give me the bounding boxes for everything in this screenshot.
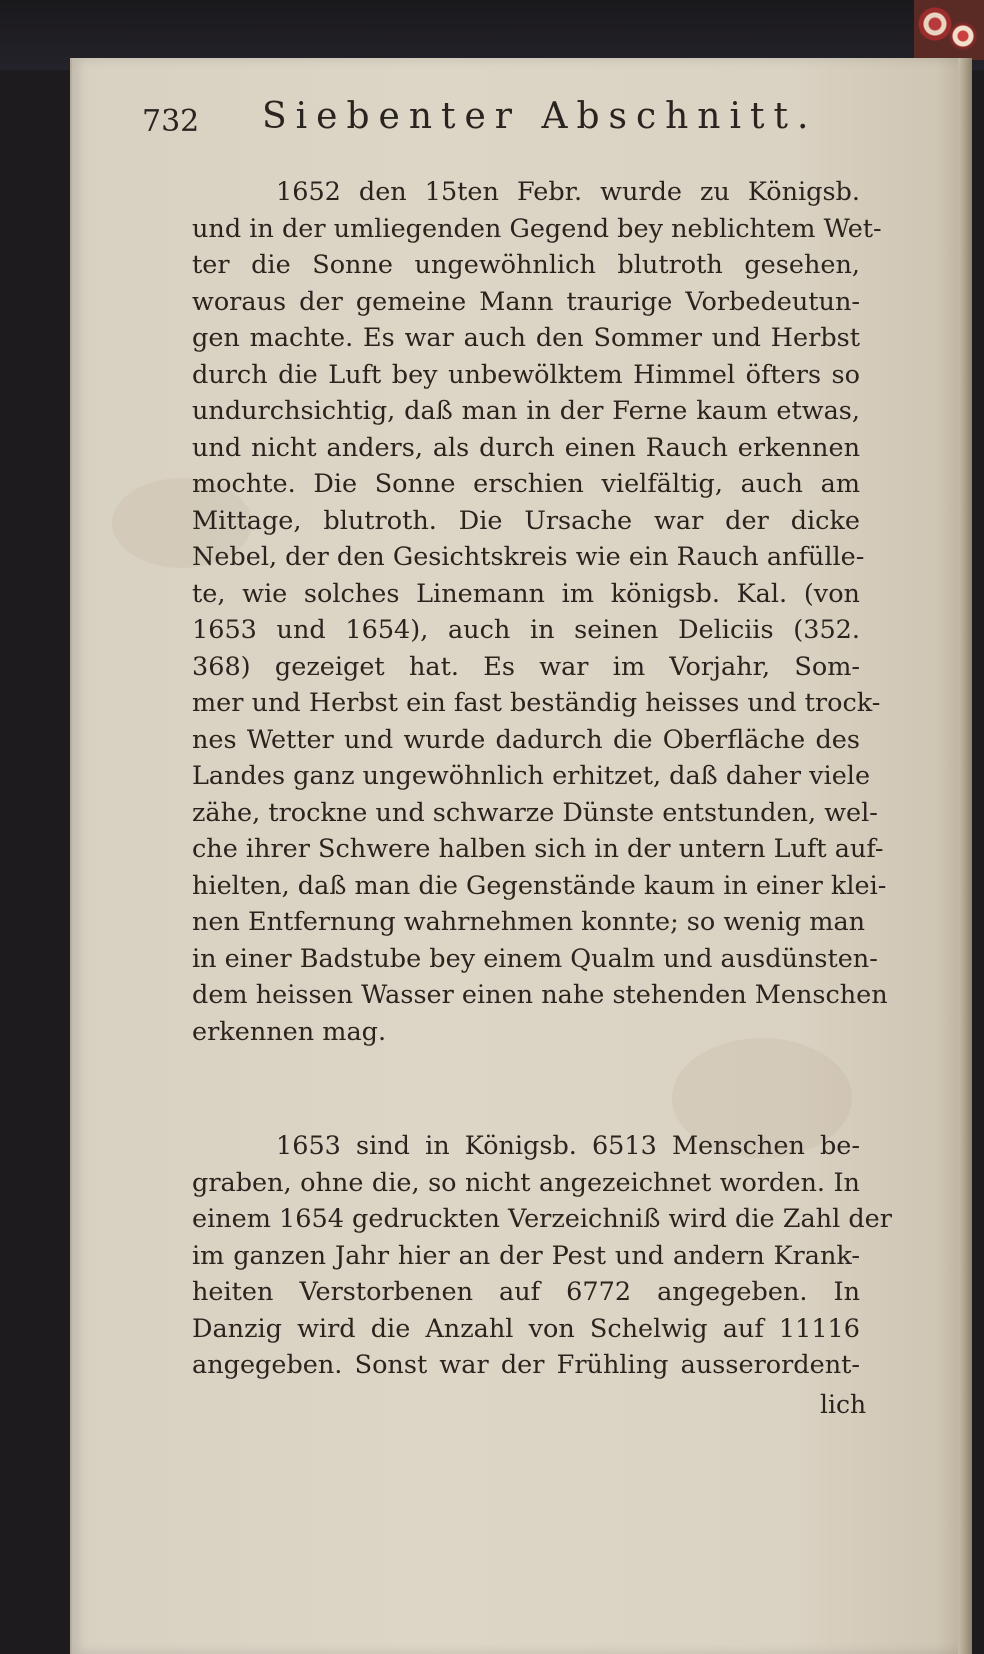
text-line: ter die Sonne ungewöhnlich blutroth gesehen, <box>192 250 860 280</box>
running-head: Siebenter Abschnitt. <box>262 96 818 137</box>
text-line: erkennen mag. <box>192 1016 387 1047</box>
text-line: 1652 den 15ten Febr. wurde zu Königsb. <box>276 177 860 207</box>
text-line: einem 1654 gedruckten Verzeichniß wird die Zahl der <box>192 1204 892 1234</box>
page-number: 732 <box>142 104 200 139</box>
text-line: nes Wetter und wurde dadurch die Oberfläche des <box>192 724 860 755</box>
text-line: heiten Verstorbenen auf 6772 angegeben. In <box>192 1277 860 1307</box>
page-header <box>142 96 842 146</box>
text-line: Danzig wird die Anzahl von Schelwig auf 11116 <box>192 1313 860 1344</box>
text-line: im ganzen Jahr hier an der Pest und andern Krank- <box>192 1240 860 1271</box>
text-line: Nebel, der den Gesichtskreis wie ein Rauch anfülle- <box>192 542 865 572</box>
page-fore-edge <box>958 58 972 1654</box>
text-line: woraus der gemeine Mann traurige Vorbedeutun- <box>192 286 860 317</box>
text-line: graben, ohne die, so nicht angezeichnet worden. In <box>192 1167 860 1198</box>
text-line: und in der umliegenden Gegend bey neblichtem Wet- <box>192 213 882 244</box>
text-line: gen machte. Es war auch den Sommer und Herbst <box>192 323 860 353</box>
text-line: Mittage, blutroth. Die Ursache war der dicke <box>192 505 860 536</box>
text-line: 1653 und 1654), auch in seinen Deliciis (352. <box>192 615 860 645</box>
text-line: in einer Badstube bey einem Qualm und ausdünsten- <box>192 943 878 974</box>
text-line: te, wie solches Linemann im königsb. Kal. (von <box>192 578 860 609</box>
text-line: mochte. Die Sonne erschien vielfältig, auch am <box>192 469 860 499</box>
text-line: angegeben. Sonst war der Frühling ausserordent- <box>192 1350 860 1380</box>
text-line: dem heissen Wasser einen nahe stehenden Menschen <box>192 980 888 1010</box>
text-line: mer und Herbst ein fast beständig heisses und trock- <box>192 688 881 718</box>
text-line: hielten, daß man die Gegenstände kaum in einer klei- <box>192 870 887 901</box>
text-line: Landes ganz ungewöhnlich erhitzet, daß daher viele <box>192 761 871 791</box>
paragraph-2 <box>140 1128 892 1384</box>
text-line: 1653 sind in Königsb. 6513 Menschen be- <box>276 1131 860 1161</box>
text-line: che ihrer Schwere halben sich in der untern Luft auf- <box>192 834 884 864</box>
catchword: lich <box>820 1390 867 1419</box>
text-line: 368) gezeiget hat. Es war im Vorjahr, Som- <box>192 651 860 682</box>
text-line: undurchsichtig, daß man in der Ferne kaum etwas, <box>192 396 860 426</box>
paragraph-1 <box>140 174 888 1050</box>
text-line: durch die Luft bey unbewölktem Himmel öfters so <box>192 359 860 390</box>
book-binding-fabric <box>914 0 984 60</box>
text-line: und nicht anders, als durch einen Rauch erkennen <box>192 432 860 463</box>
text-line: zähe, trockne und schwarze Dünste entstunden, wel- <box>192 797 878 828</box>
text-line: nen Entfernung wahrnehmen konnte; so wenig man <box>192 907 866 937</box>
